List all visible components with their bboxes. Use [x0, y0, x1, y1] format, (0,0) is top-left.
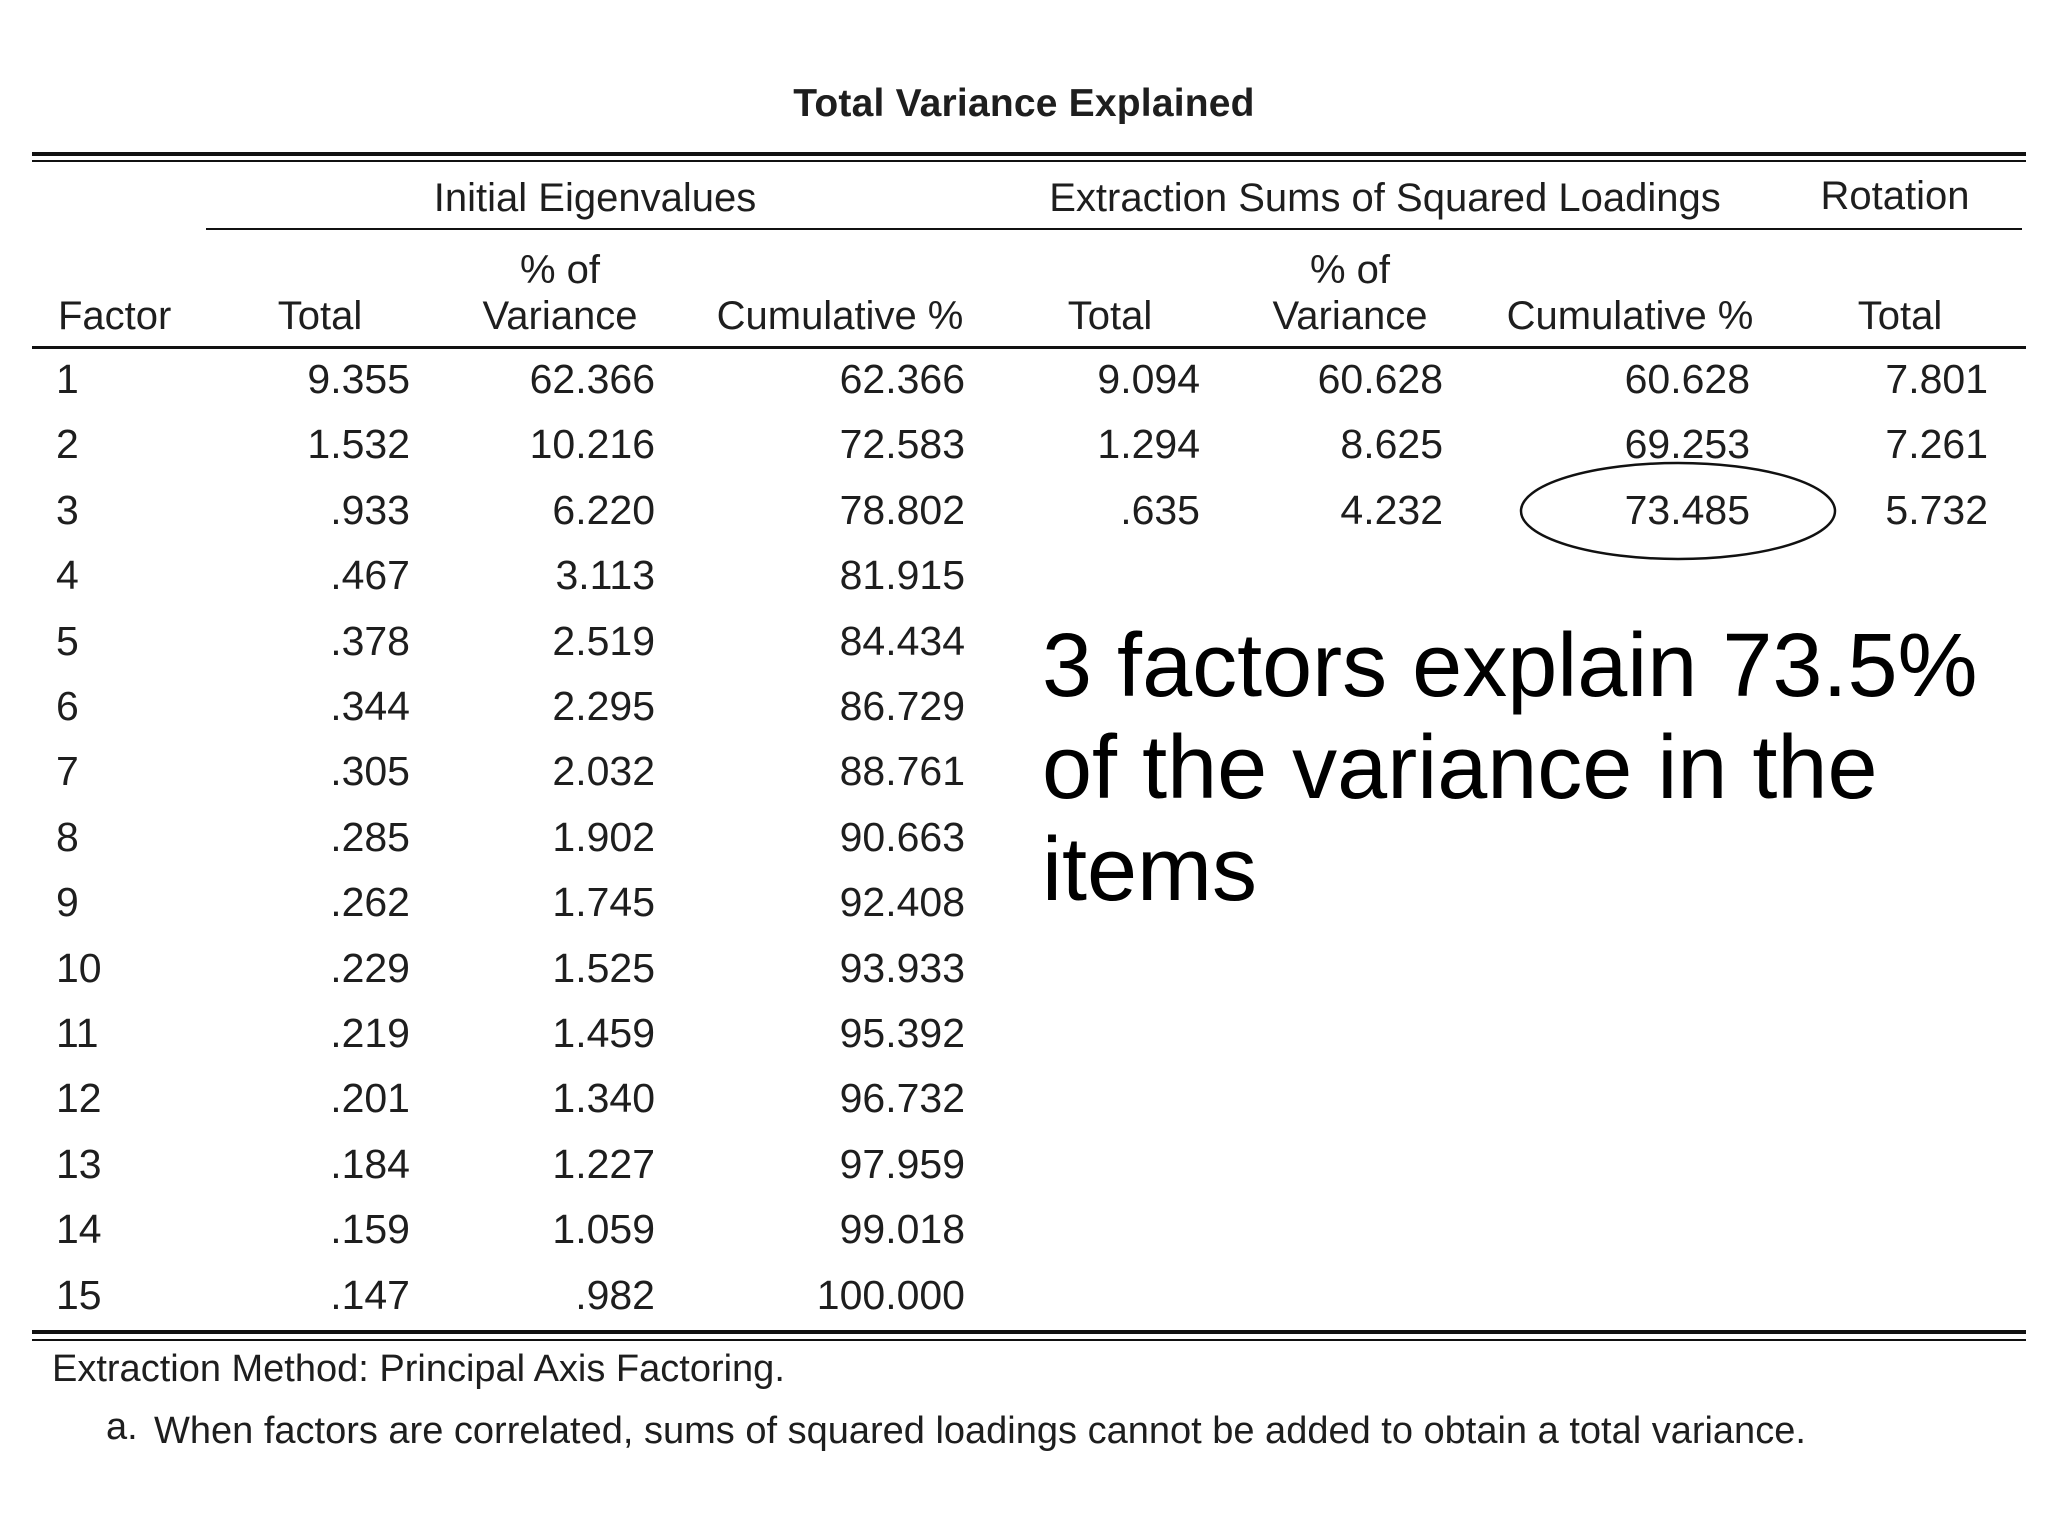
cell-ext-pct: 8.625 [1340, 421, 1443, 468]
cell-init-pct: 3.113 [555, 552, 655, 599]
cell-init-pct: 10.216 [529, 421, 655, 468]
cell-init-pct: 1.059 [552, 1206, 655, 1253]
cell-factor: 5 [56, 617, 79, 664]
col-header-ext-cum: Cumulative % [1506, 294, 1754, 338]
cell-init-total: .147 [330, 1271, 410, 1318]
cell-ext-total: 1.294 [1097, 421, 1200, 468]
top-rule [32, 152, 2026, 156]
cell-init-pct: 2.295 [552, 683, 655, 729]
cell-factor: 4 [56, 552, 79, 599]
cell-init-total: .305 [330, 748, 410, 795]
annotation-text: 3 factors explain 73.5% of the variance in the items [1042, 616, 1978, 920]
cell-ext-cum: 60.628 [1624, 356, 1750, 402]
cell-init-pct: .982 [575, 1271, 655, 1318]
cell-ext-pct: 4.232 [1340, 486, 1443, 533]
cell-ext-cum: 69.253 [1624, 421, 1750, 468]
cell-init-total: .229 [330, 944, 410, 991]
cell-factor: 10 [56, 944, 102, 991]
cell-factor: 13 [56, 1140, 102, 1187]
cell-init-pct: 1.227 [552, 1140, 655, 1187]
cell-init-cum: 88.761 [839, 748, 965, 795]
header-rule [32, 346, 2026, 349]
cell-factor: 8 [56, 813, 79, 860]
cell-ext-total: .635 [1120, 486, 1200, 533]
cell-init-total: 1.532 [307, 421, 410, 468]
cell-init-pct: 6.220 [552, 486, 655, 533]
cell-init-total: .184 [330, 1140, 410, 1187]
top-rule-2 [32, 160, 2026, 162]
col-header-init-pct-2: Variance [482, 294, 638, 338]
cell-init-total: .344 [330, 683, 410, 729]
col-header-init-cum: Cumulative % [716, 294, 964, 338]
col-header-rot-total: Total [1857, 294, 1943, 338]
cell-init-total: .467 [330, 552, 410, 599]
cell-ext-pct: 60.628 [1317, 356, 1443, 402]
cell-factor: 11 [56, 1010, 99, 1056]
cell-init-pct: 62.366 [529, 356, 655, 402]
cell-factor: 1 [56, 356, 79, 402]
cell-factor: 7 [56, 748, 79, 795]
cell-init-pct: 1.902 [552, 813, 655, 860]
bottom-rule-2 [32, 1339, 2026, 1341]
cell-init-total: .219 [330, 1010, 410, 1056]
cell-init-total: .285 [330, 813, 410, 860]
cell-init-cum: 95.392 [839, 1010, 965, 1056]
col-header-ext-pct-1: % of [1309, 248, 1391, 292]
cell-init-cum: 96.732 [839, 1075, 965, 1122]
cell-init-total: 9.355 [307, 356, 410, 402]
cell-init-cum: 86.729 [839, 683, 965, 729]
col-header-init-total: Total [277, 294, 363, 338]
cell-init-pct: 1.525 [552, 944, 655, 991]
cell-init-total: .159 [330, 1206, 410, 1253]
cell-factor: 12 [56, 1075, 102, 1122]
col-header-ext-total: Total [1067, 294, 1153, 338]
cell-init-cum: 99.018 [839, 1206, 965, 1253]
cell-init-cum: 92.408 [839, 879, 965, 926]
cell-init-total: .201 [330, 1075, 410, 1122]
cell-factor: 14 [56, 1206, 102, 1253]
footnote-marker: a. [106, 1406, 138, 1448]
bottom-rule [32, 1330, 2026, 1334]
col-header-init-pct-1: % of [519, 248, 601, 292]
footnote-method: Extraction Method: Principal Axis Factoring. [52, 1348, 785, 1390]
cell-init-pct: 2.032 [552, 748, 655, 795]
cell-init-pct: 1.340 [552, 1075, 655, 1122]
cell-init-cum: 78.802 [839, 486, 965, 533]
cell-init-cum: 81.915 [839, 552, 965, 599]
cell-init-cum: 97.959 [839, 1140, 965, 1187]
cell-init-cum: 62.366 [839, 356, 965, 402]
cell-init-pct: 1.745 [552, 879, 655, 926]
cell-init-cum: 90.663 [839, 813, 965, 860]
cell-factor: 3 [56, 486, 79, 533]
cell-ext-cum: 73.485 [1624, 486, 1750, 533]
cell-init-cum: 93.933 [839, 944, 965, 991]
cell-factor: 6 [56, 683, 79, 729]
cell-init-pct: 1.459 [552, 1010, 655, 1056]
cell-factor: 15 [56, 1271, 102, 1318]
cell-init-pct: 2.519 [552, 617, 655, 664]
group-header-extraction: Extraction Sums of Squared Loadings [1049, 176, 1721, 220]
cell-factor: 2 [56, 421, 79, 468]
cell-rot-total: 5.732 [1885, 486, 1988, 533]
cell-factor: 9 [56, 879, 79, 926]
col-header-ext-pct-2: Variance [1272, 294, 1428, 338]
cell-ext-total: 9.094 [1097, 356, 1200, 402]
group-header-rule [206, 228, 2022, 230]
cell-init-cum: 100.000 [816, 1271, 965, 1318]
cell-init-total: .262 [330, 879, 410, 926]
cell-init-cum: 84.434 [839, 617, 965, 664]
cell-rot-total: 7.261 [1885, 421, 1988, 468]
footnote-note: When factors are correlated, sums of squared loadings cannot be added to obtain a total variance. [154, 1410, 1806, 1452]
group-header-initial: Initial Eigenvalues [433, 176, 757, 220]
cell-init-total: .933 [330, 486, 410, 533]
cell-init-cum: 72.583 [839, 421, 965, 468]
cell-rot-total: 7.801 [1885, 356, 1988, 402]
group-header-rotation: Rotation [1820, 174, 1970, 218]
col-header-factor: Factor [58, 294, 172, 338]
cell-init-total: .378 [330, 617, 410, 664]
table-title: Total Variance Explained [793, 82, 1255, 125]
